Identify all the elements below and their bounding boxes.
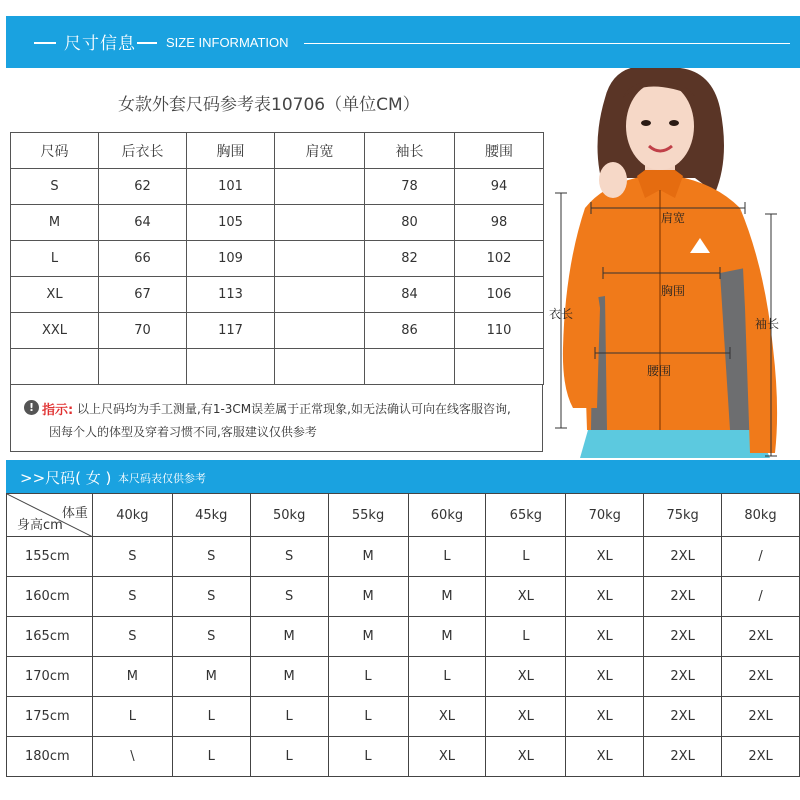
weight-header: 55kg xyxy=(328,494,408,537)
table-cell: L xyxy=(486,617,566,657)
weight-header: 40kg xyxy=(92,494,172,537)
note-text-line1: 以上尺码均为手工测量,有1-3CM误差属于正常现象,如无法确认可向在线客服咨询, xyxy=(77,402,511,416)
col-header-waist: 腰围 xyxy=(455,133,544,169)
table-cell: L xyxy=(250,697,328,737)
table-cell: XL xyxy=(566,617,644,657)
table-cell: 106 xyxy=(455,277,544,313)
table-cell: L xyxy=(250,737,328,777)
size-recommend-bar xyxy=(6,460,800,493)
table-row xyxy=(11,277,544,313)
height-cell: 170cm xyxy=(7,657,93,697)
table-cell: 2XL xyxy=(644,697,722,737)
banner-dash-mid xyxy=(137,42,157,44)
table-cell: 98 xyxy=(455,205,544,241)
weight-header: 75kg xyxy=(644,494,722,537)
table-cell: S xyxy=(172,617,250,657)
corner-cell xyxy=(7,494,93,537)
table-cell: 86 xyxy=(365,313,455,349)
table-cell: 110 xyxy=(455,313,544,349)
table-cell: / xyxy=(722,577,800,617)
weight-header: 80kg xyxy=(722,494,800,537)
model-eye-right xyxy=(669,120,679,126)
table-row xyxy=(7,737,800,777)
table-cell: M xyxy=(328,577,408,617)
table-cell: XL xyxy=(408,697,486,737)
table-row xyxy=(11,205,544,241)
table-cell: S xyxy=(250,577,328,617)
table-cell: 2XL xyxy=(644,537,722,577)
model-figure xyxy=(545,68,800,458)
table-cell: S xyxy=(250,537,328,577)
table-cell: M xyxy=(250,617,328,657)
table-cell: 101 xyxy=(187,169,275,205)
height-cell: 175cm xyxy=(7,697,93,737)
size-note xyxy=(10,384,543,452)
table-cell: M xyxy=(328,537,408,577)
height-cell: 165cm xyxy=(7,617,93,657)
banner-rule xyxy=(304,43,790,44)
table-cell: 2XL xyxy=(722,617,800,657)
table-cell xyxy=(11,349,99,385)
table-cell: 2XL xyxy=(644,657,722,697)
table-row xyxy=(7,617,800,657)
table-cell: 102 xyxy=(455,241,544,277)
model-hand xyxy=(599,162,627,198)
section-banner xyxy=(6,16,800,68)
table-row xyxy=(11,169,544,205)
label-length: 衣长 xyxy=(549,307,574,321)
table-cell xyxy=(275,277,365,313)
table-cell: 80 xyxy=(365,205,455,241)
table-cell: M xyxy=(11,205,99,241)
model-eye-left xyxy=(641,120,651,126)
table-cell xyxy=(455,349,544,385)
table-cell: XL xyxy=(566,737,644,777)
table-cell: S xyxy=(92,537,172,577)
table-cell: / xyxy=(722,537,800,577)
col-header-sleeve: 袖长 xyxy=(365,133,455,169)
table-cell: 2XL xyxy=(644,737,722,777)
table-cell: 113 xyxy=(187,277,275,313)
table-cell: L xyxy=(11,241,99,277)
table-cell: 2XL xyxy=(722,697,800,737)
table-cell: XXL xyxy=(11,313,99,349)
table-cell: S xyxy=(172,537,250,577)
label-chest: 胸围 xyxy=(661,284,686,298)
table-row xyxy=(11,313,544,349)
table-row xyxy=(7,537,800,577)
weight-header: 70kg xyxy=(566,494,644,537)
table-cell: S xyxy=(92,577,172,617)
model-face xyxy=(626,82,694,170)
col-header-back-length: 后衣长 xyxy=(99,133,187,169)
label-sleeve: 袖长 xyxy=(755,317,780,331)
table-row xyxy=(7,577,800,617)
table-cell: S xyxy=(92,617,172,657)
table-row xyxy=(11,241,544,277)
table-cell: 2XL xyxy=(644,617,722,657)
table-cell: L xyxy=(328,657,408,697)
table-cell: M xyxy=(250,657,328,697)
table-cell: M xyxy=(172,657,250,697)
table-cell: XL xyxy=(566,537,644,577)
table-cell: 2XL xyxy=(722,737,800,777)
col-header-shoulder: 肩宽 xyxy=(275,133,365,169)
table-cell: L xyxy=(172,697,250,737)
col-header-chest: 胸围 xyxy=(187,133,275,169)
table-cell: 64 xyxy=(99,205,187,241)
size-chart-title: 女款外套尺码参考表10706（单位CM） xyxy=(118,95,420,115)
model-photo xyxy=(545,68,800,458)
table-cell: 66 xyxy=(99,241,187,277)
banner-title-en: SIZE INFORMATION xyxy=(166,35,289,50)
table-cell: XL xyxy=(486,737,566,777)
banner-title-cn: 尺寸信息 xyxy=(64,34,136,54)
table-row xyxy=(7,657,800,697)
table-cell: M xyxy=(328,617,408,657)
table-cell: XL xyxy=(408,737,486,777)
table-cell: XL xyxy=(486,697,566,737)
table-cell: \ xyxy=(92,737,172,777)
weight-header-row xyxy=(7,494,800,537)
table-cell xyxy=(275,241,365,277)
table-cell xyxy=(99,349,187,385)
table-cell: XL xyxy=(566,577,644,617)
size-recommend-title: >>尺码( 女 ) xyxy=(20,469,112,487)
table-row xyxy=(11,349,544,385)
corner-height-label: 身高cm xyxy=(17,518,63,533)
table-cell xyxy=(187,349,275,385)
table-cell: 62 xyxy=(99,169,187,205)
table-cell: L xyxy=(328,697,408,737)
table-cell: XL xyxy=(486,577,566,617)
col-header-size: 尺码 xyxy=(11,133,99,169)
table-cell: S xyxy=(172,577,250,617)
table-cell: 78 xyxy=(365,169,455,205)
table-cell: 109 xyxy=(187,241,275,277)
table-cell: 2XL xyxy=(644,577,722,617)
table-cell: 117 xyxy=(187,313,275,349)
corner-weight-label: 体重 xyxy=(61,506,88,521)
size-chart-header-row xyxy=(11,133,544,169)
label-shoulder: 肩宽 xyxy=(661,211,686,225)
table-cell: L xyxy=(92,697,172,737)
weight-header: 45kg xyxy=(172,494,250,537)
table-cell: L xyxy=(172,737,250,777)
table-cell: M xyxy=(408,577,486,617)
exclamation-icon: ! xyxy=(24,400,39,415)
table-cell xyxy=(275,169,365,205)
note-label: 指示: xyxy=(42,403,74,418)
note-text-line2: 因每个人的体型及穿着习惯不同,客服建议仅供参考 xyxy=(49,425,317,439)
table-cell: 105 xyxy=(187,205,275,241)
table-cell: M xyxy=(408,617,486,657)
table-row xyxy=(7,697,800,737)
table-cell xyxy=(275,205,365,241)
table-cell: XL xyxy=(11,277,99,313)
table-cell xyxy=(275,313,365,349)
table-cell: L xyxy=(328,737,408,777)
size-chart-table xyxy=(10,132,544,385)
height-cell: 180cm xyxy=(7,737,93,777)
size-recommend-subtitle: 本尺码表仅供参考 xyxy=(118,472,206,485)
table-cell: 94 xyxy=(455,169,544,205)
table-cell: XL xyxy=(566,697,644,737)
height-cell: 160cm xyxy=(7,577,93,617)
size-recommend-table xyxy=(6,493,800,777)
table-cell: XL xyxy=(566,657,644,697)
table-cell: S xyxy=(11,169,99,205)
table-cell: L xyxy=(408,537,486,577)
table-cell: 2XL xyxy=(722,657,800,697)
weight-header: 60kg xyxy=(408,494,486,537)
weight-header: 50kg xyxy=(250,494,328,537)
table-cell: 82 xyxy=(365,241,455,277)
weight-header: 65kg xyxy=(486,494,566,537)
table-cell xyxy=(275,349,365,385)
table-cell: L xyxy=(486,537,566,577)
table-cell: XL xyxy=(486,657,566,697)
table-cell: 70 xyxy=(99,313,187,349)
table-cell: L xyxy=(408,657,486,697)
table-cell: M xyxy=(92,657,172,697)
table-cell: 84 xyxy=(365,277,455,313)
table-cell xyxy=(365,349,455,385)
height-cell: 155cm xyxy=(7,537,93,577)
table-cell: 67 xyxy=(99,277,187,313)
label-waist: 腰围 xyxy=(647,364,672,378)
banner-dash-left xyxy=(34,42,56,44)
